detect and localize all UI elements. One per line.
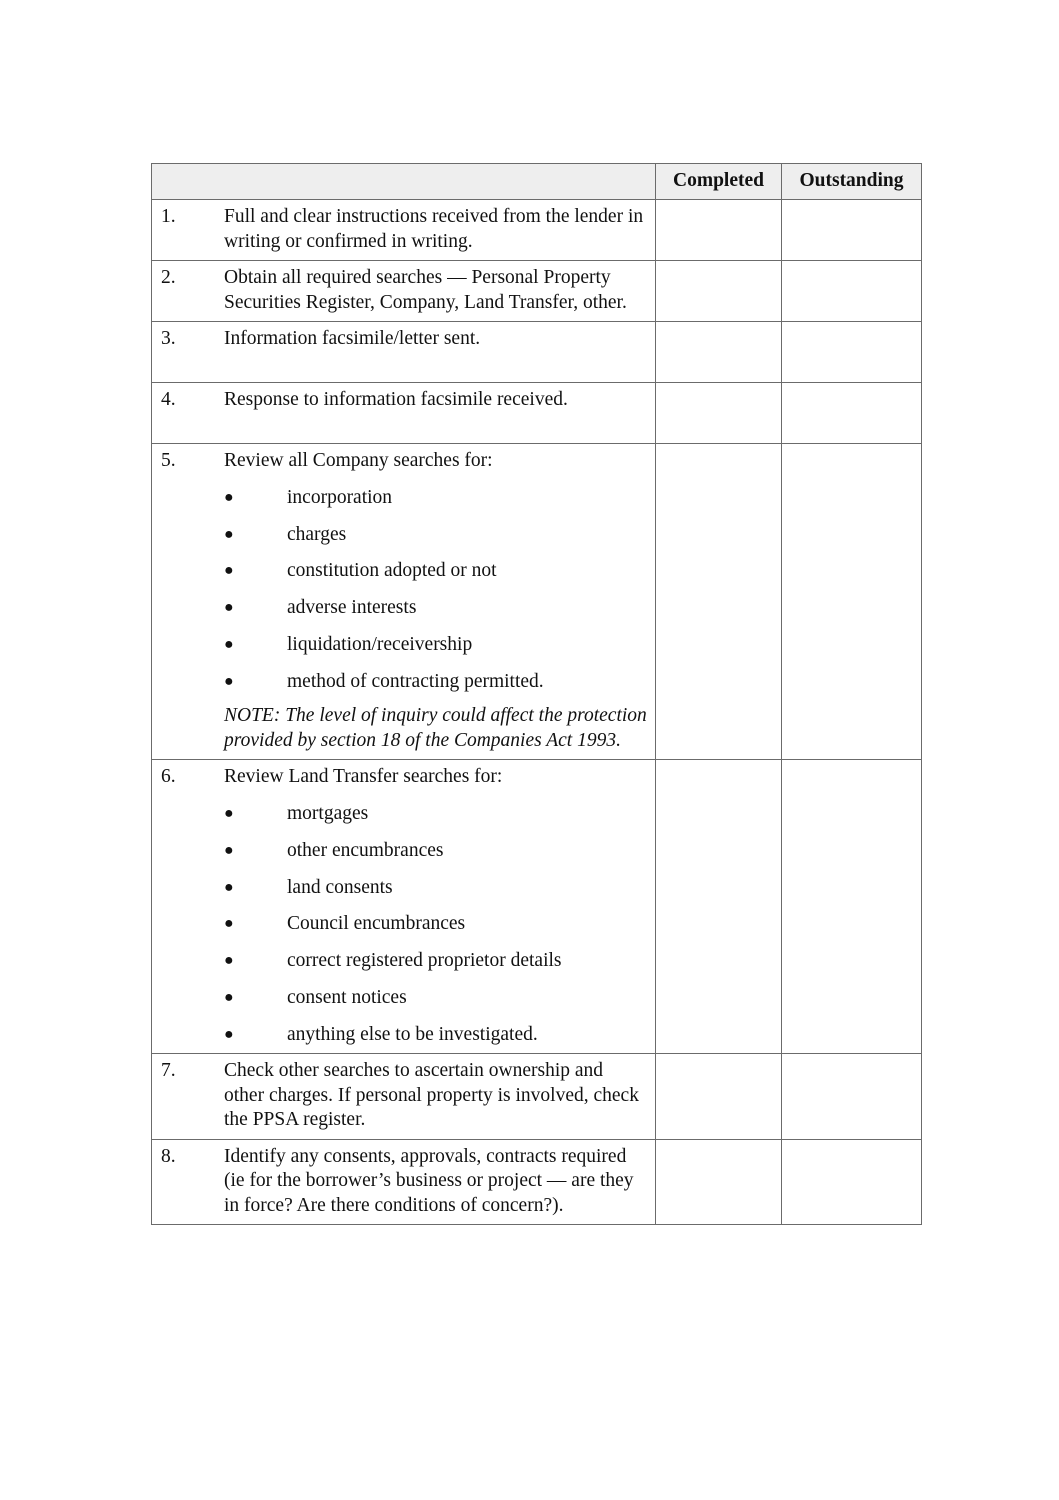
- outstanding-cell[interactable]: [782, 261, 922, 322]
- bullet-icon: ●: [224, 805, 234, 823]
- table-row: [152, 760, 922, 1054]
- item-number: 3.: [161, 328, 176, 349]
- table-row: [152, 383, 922, 444]
- bullet-text: anything else to be investigated.: [287, 1023, 538, 1045]
- item-number: 8.: [161, 1145, 176, 1167]
- header-item: [152, 164, 656, 200]
- bullet-icon: ●: [224, 635, 234, 653]
- bullet-icon: ●: [224, 488, 234, 506]
- list-item: [224, 839, 647, 864]
- list-item: [224, 802, 647, 827]
- bullet-icon: ●: [224, 989, 234, 1007]
- list-item: [224, 1023, 647, 1048]
- bullet-icon: ●: [224, 841, 234, 859]
- header-row: [152, 164, 922, 200]
- table-row: [152, 261, 922, 322]
- item-text: Response to information facsimile received.: [224, 389, 568, 410]
- bullet-text: Council encumbrances: [287, 913, 466, 935]
- checklist-table: [151, 163, 922, 1225]
- list-item: [224, 876, 647, 901]
- item-text: Review Land Transfer searches for:: [224, 766, 503, 788]
- completed-cell[interactable]: [656, 760, 782, 1054]
- list-item: [224, 986, 647, 1011]
- outstanding-cell[interactable]: [782, 383, 922, 444]
- item-text: Check other searches to ascertain ownership and other charges. If personal property is involved, check the PPSA register.: [224, 1060, 639, 1131]
- outstanding-cell[interactable]: [782, 1054, 922, 1140]
- bullet-icon: ●: [224, 952, 234, 970]
- bullet-icon: ●: [224, 525, 234, 543]
- bullet-icon: ●: [224, 599, 234, 617]
- header-outstanding: Outstanding: [782, 164, 922, 200]
- table-row: [152, 200, 922, 261]
- item-number: 4.: [161, 389, 176, 410]
- outstanding-cell[interactable]: [782, 200, 922, 261]
- item-cell: [152, 261, 656, 322]
- item-cell: [152, 200, 656, 261]
- item-number: 6.: [161, 766, 176, 788]
- completed-cell[interactable]: [656, 1139, 782, 1225]
- item-cell: [152, 1054, 656, 1140]
- item-cell: [152, 322, 656, 383]
- note-text: NOTE: The level of inquiry could affect the protection provided by section 18 of the Companies Act 1993.: [224, 705, 647, 751]
- bullet-list: [224, 486, 647, 694]
- table-row: [152, 322, 922, 383]
- outstanding-cell[interactable]: [782, 1139, 922, 1225]
- completed-cell[interactable]: [656, 1054, 782, 1140]
- list-item: [224, 670, 647, 695]
- bullet-icon: ●: [224, 878, 234, 896]
- item-cell: [152, 1139, 656, 1225]
- list-item: [224, 949, 647, 974]
- bullet-icon: ●: [224, 562, 234, 580]
- item-text: Full and clear instructions received from the lender in writing or confirmed in writing.: [224, 206, 644, 252]
- bullet-text: correct registered proprietor details: [287, 950, 562, 972]
- bullet-text: adverse interests: [287, 597, 417, 619]
- table-row: [152, 1139, 922, 1225]
- item-text: Information facsimile/letter sent.: [224, 328, 481, 349]
- table-row: [152, 1054, 922, 1140]
- outstanding-cell[interactable]: [782, 760, 922, 1054]
- item-number: 5.: [161, 450, 176, 471]
- item-text: Identify any consents, approvals, contracts required (ie for the borrower’s business or project — are they in force? Are there conditions of concern?).: [224, 1145, 634, 1216]
- bullet-text: incorporation: [287, 486, 393, 508]
- item-number: 7.: [161, 1060, 176, 1082]
- bullet-text: consent notices: [287, 987, 407, 1009]
- bullet-text: liquidation/receivership: [287, 633, 473, 655]
- completed-cell[interactable]: [656, 200, 782, 261]
- completed-cell[interactable]: [656, 444, 782, 760]
- bullet-text: other encumbrances: [287, 839, 444, 861]
- item-cell: [152, 383, 656, 444]
- list-item: [224, 596, 647, 621]
- bullet-text: charges: [287, 523, 347, 545]
- bullet-text: constitution adopted or not: [287, 560, 497, 582]
- bullet-icon: ●: [224, 672, 234, 690]
- outstanding-cell[interactable]: [782, 444, 922, 760]
- header-completed: Completed: [656, 164, 782, 200]
- item-number: 2.: [161, 267, 176, 288]
- item-text: Obtain all required searches — Personal Property Securities Register, Company, Land Transfer, other.: [224, 267, 627, 313]
- table-row: [152, 444, 922, 760]
- list-item: [224, 912, 647, 937]
- bullet-text: mortgages: [287, 803, 369, 825]
- bullet-icon: ●: [224, 1025, 234, 1043]
- bullet-text: land consents: [287, 876, 393, 898]
- completed-cell[interactable]: [656, 322, 782, 383]
- completed-cell[interactable]: [656, 383, 782, 444]
- item-cell: [152, 444, 656, 760]
- bullet-icon: ●: [224, 915, 234, 933]
- item-text: Review all Company searches for:: [224, 450, 493, 471]
- bullet-text: method of contracting permitted.: [287, 670, 544, 692]
- item-number: 1.: [161, 206, 176, 227]
- outstanding-cell[interactable]: [782, 322, 922, 383]
- completed-cell[interactable]: [656, 261, 782, 322]
- list-item: [224, 486, 647, 511]
- list-item: [224, 523, 647, 548]
- list-item: [224, 559, 647, 584]
- bullet-list: [224, 802, 647, 1047]
- item-cell: [152, 760, 656, 1054]
- list-item: [224, 633, 647, 658]
